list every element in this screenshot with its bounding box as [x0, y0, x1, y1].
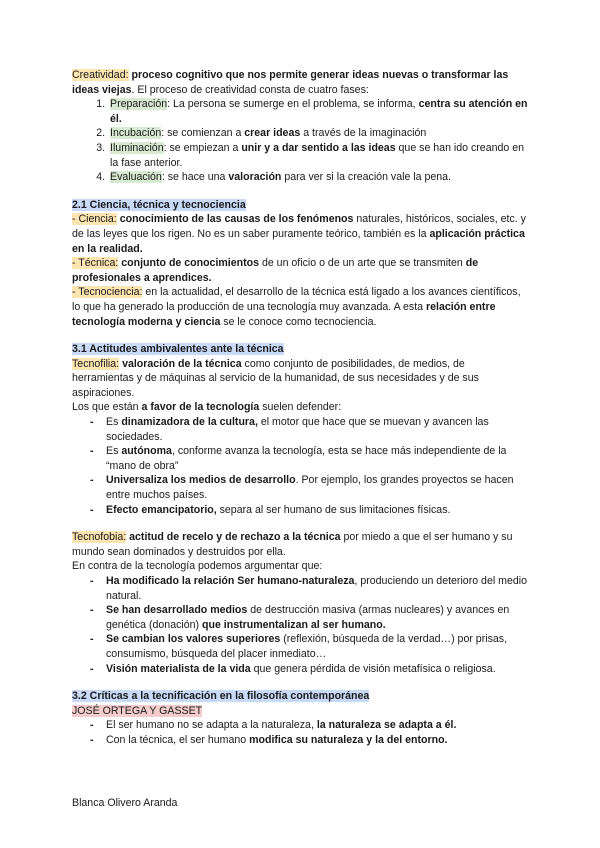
list-item: - Con la técnica, el ser humano modifica su naturaleza y la del entorno. [90, 733, 528, 748]
ortega-list [72, 718, 528, 747]
fases-list [72, 97, 528, 185]
section-3-1 [72, 342, 528, 517]
list-item: 1. Preparación: La persona se sumerge en el problema, se informa, centra su atención en él. [108, 97, 528, 126]
author-name: JOSÉ ORTEGA Y GASSET [72, 704, 203, 717]
list-item: - Se han desarrollado medios de destrucción masiva (armas nucleares) y avances en genética (donación) que instrumentalizan al ser humano. [90, 603, 528, 632]
tecnociencia-paragraph: - Tecnociencia: en la actualidad, el desarrollo de la técnica está ligado a los avances científicos, lo que ha generado la producción de una tecnología muy avanzada. A esta relación entre tecnología moderna y ciencia se le conoce como tecnociencia. [72, 286, 521, 328]
tecnica-paragraph: - Técnica: conjunto de conocimientos de un oficio o de un arte que se transmiten de profesionales a aprendices. [72, 257, 479, 284]
section-heading: 2.1 Ciencia, técnica y tecnociencia [72, 198, 246, 211]
list-item: - Universaliza los medios de desarrollo. Por ejemplo, los grandes proyectos se hacen entre muchos países. [90, 473, 528, 502]
list-item: - Es autónoma, conforme avanza la tecnología, esta se hace más independiente de la “mano de obra” [90, 444, 528, 473]
list-item: - Es dinamizadora de la cultura, el motor que hace que se muevan y avancen las sociedades. [90, 415, 528, 444]
list-item: - Ha modificado la relación Ser humano-naturaleza, produciendo un deterioro del medio natural. [90, 574, 528, 603]
tecnofilia-paragraph: Tecnofilia: valoración de la técnica como conjunto de posibilidades, de medios, de herramientas y de máquinas al servicio de la humanidad, de sus necesidades y de sus aspiraciones. [72, 357, 479, 399]
ciencia-paragraph: - Ciencia: conocimiento de las causas de los fenómenos naturales, históricos, sociales, etc. y de las leyes que los rigen. No es un saber puramente teórico, también es la aplicación práctica en la realidad. [72, 213, 526, 255]
section-heading: 3.2 Críticas a la tecnificación en la filosofía contemporánea [72, 690, 370, 703]
section-heading: 3.1 Actitudes ambivalentes ante la técnica [72, 343, 284, 356]
list-item: - Se cambian los valores superiores (reflexión, búsqueda de la verdad…) por prisas, consumismo, búsqueda del placer inmediato… [90, 632, 528, 661]
contra-paragraph: En contra de la tecnología podemos argumentar que: [72, 560, 323, 573]
section-3-2 [72, 689, 528, 747]
contra-list [72, 574, 528, 676]
list-item: 4. Evaluación: se hace una valoración para ver si la creación vale la pena. [108, 170, 528, 185]
list-item: - Visión materialista de la vida que genera pérdida de visión metafísica o religiosa. [90, 662, 528, 677]
tecnofobia-block [72, 530, 528, 676]
favor-list [72, 415, 528, 517]
list-item: - El ser humano no se adapta a la naturaleza, la naturaleza se adapta a él. [90, 718, 528, 733]
creatividad-intro: Creatividad: proceso cognitivo que nos permite generar ideas nuevas o transformar las ideas viejas. El proceso de creatividad consta de cuatro fases: [72, 69, 509, 96]
tecnofobia-paragraph: Tecnofobia: actitud de recelo y de rechazo a la técnica por miedo a que el ser humano y su mundo sean dominados y destruidos por ella. [72, 531, 513, 558]
list-item: - Efecto emancipatorio, separa al ser humano de sus limitaciones físicas. [90, 503, 528, 518]
author-footer: Blanca Olivero Aranda [72, 797, 178, 809]
creatividad-label: Creatividad: [72, 69, 129, 81]
list-item: 2. Incubación: se comienzan a crear ideas a través de la imaginación [108, 126, 528, 141]
creatividad-section [72, 68, 528, 185]
favor-paragraph: Los que están a favor de la tecnología suelen defender: [72, 401, 342, 414]
list-item: 3. Iluminación: se empiezan a unir y a dar sentido a las ideas que se han ido creando en la fase anterior. [108, 141, 528, 170]
section-2-1 [72, 198, 528, 329]
